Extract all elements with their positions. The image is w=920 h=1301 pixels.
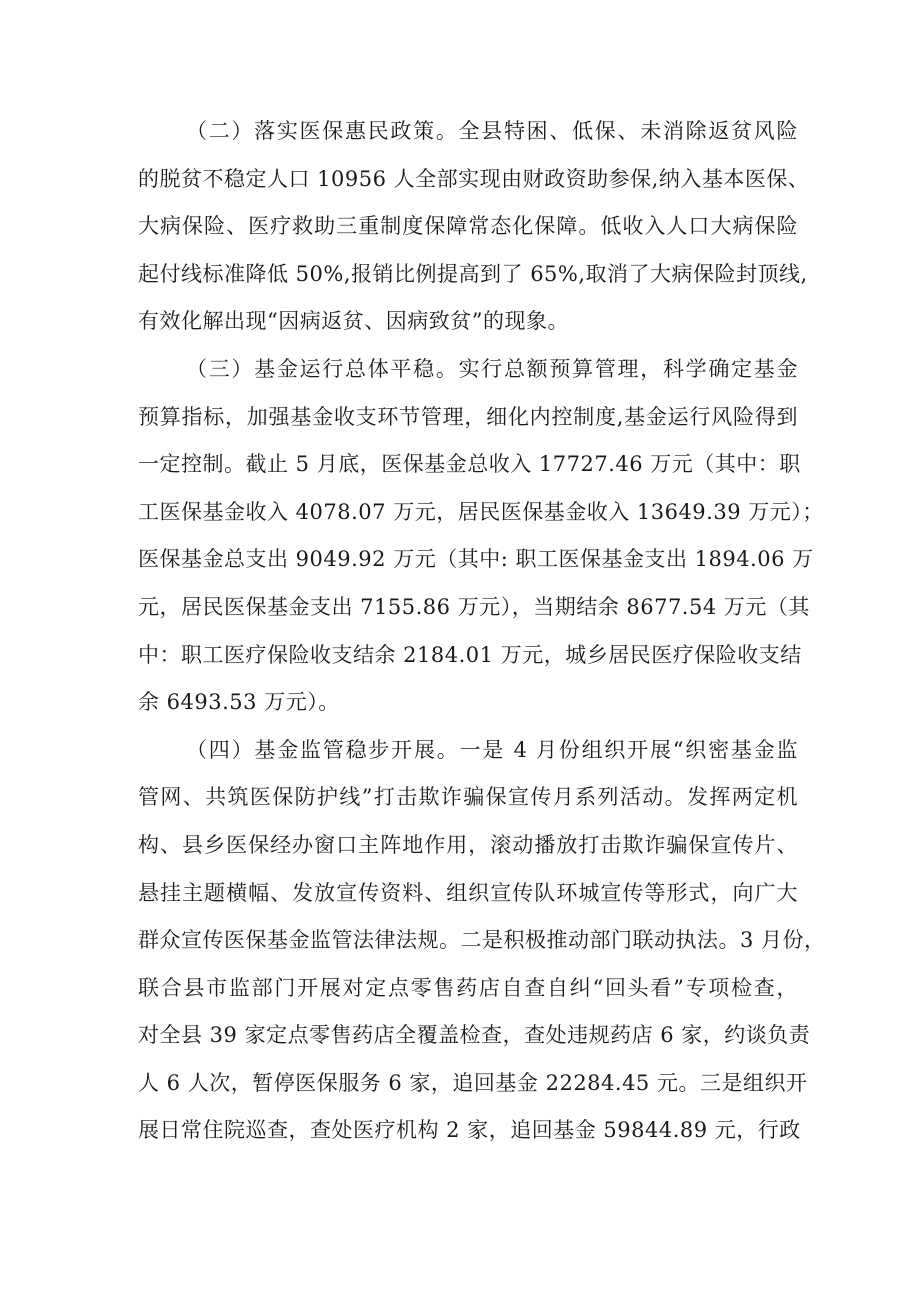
text-line: 有效化解出现“因病返贫、因病致贫”的现象。 bbox=[138, 309, 569, 334]
text-line: 联合县市监部门开展对定点零售药店自查自纠“回头看”专项检查， bbox=[138, 975, 798, 1000]
text-line: 一定控制。截止 5 月底，医保基金总收入 17727.46 万元（其中：职 bbox=[138, 452, 801, 477]
text-line: 管网、共筑医保防护线”打击欺诈骗保宣传月系列活动。发挥两定机 bbox=[138, 785, 798, 810]
text-line: 工医保基金收入 4078.07 万元，居民医保基金收入 13649.39 万元）； bbox=[138, 499, 824, 524]
text-line: （四）基金监管稳步开展。一是 4 月份组织开展“织密基金监 bbox=[186, 737, 798, 762]
paragraph-supervision bbox=[138, 727, 826, 1155]
text-line: 中：职工医疗保险收支结余 2184.01 万元，城乡居民医疗保险收支结 bbox=[138, 642, 802, 667]
text-line: 人 6 人次，暂停医保服务 6 家，追回基金 22284.45 元。三是组织开 bbox=[138, 1070, 808, 1095]
text-line: 的脱贫不稳定人口 10956 人全部实现由财政资助参保,纳入基本医保、 bbox=[138, 166, 810, 191]
document-body bbox=[138, 108, 826, 1155]
paragraph-policy bbox=[138, 108, 810, 346]
text-line: 起付线标准降低 50%,报销比例提高到了 65%,取消了大病保险封顶线, bbox=[138, 261, 808, 286]
text-line: 余 6493.53 万元）。 bbox=[138, 690, 340, 715]
text-line: （三）基金运行总体平稳。实行总额预算管理，科学确定基金 bbox=[186, 356, 798, 381]
text-line: 元，居民医保基金支出 7155.86 万元），当期结余 8677.54 万元（其 bbox=[138, 594, 810, 619]
text-line: （二）落实医保惠民政策。全县特困、低保、未消除返贫风险 bbox=[186, 119, 798, 143]
paragraph-fund bbox=[138, 346, 824, 727]
text-line: 悬挂主题横幅、发放宣传资料、组织宣传队环城宣传等形式，向广大 bbox=[138, 880, 798, 905]
text-line: 构、县乡医保经办窗口主阵地作用，滚动播放打击欺诈骗保宣传片、 bbox=[138, 832, 798, 857]
text-line: 预算指标，加强基金收支环节管理，细化内控制度,基金运行风险得到 bbox=[138, 404, 798, 429]
text-line: 对全县 39 家定点零售药店全覆盖检查，查处违规药店 6 家，约谈负责 bbox=[138, 1023, 811, 1048]
text-line: 群众宣传医保基金监管法律法规。二是积极推动部门联动执法。3 月份， bbox=[138, 928, 826, 953]
text-line: 展日常住院巡查，查处医疗机构 2 家，追回基金 59844.89 元，行政 bbox=[138, 1118, 801, 1143]
text-line: 大病保险、医疗救助三重制度保障常态化保障。低收入人口大病保险 bbox=[138, 214, 798, 239]
text-line: 医保基金总支出 9049.92 万元（其中: 职工医保基金支出 1894.06 万 bbox=[138, 547, 814, 572]
